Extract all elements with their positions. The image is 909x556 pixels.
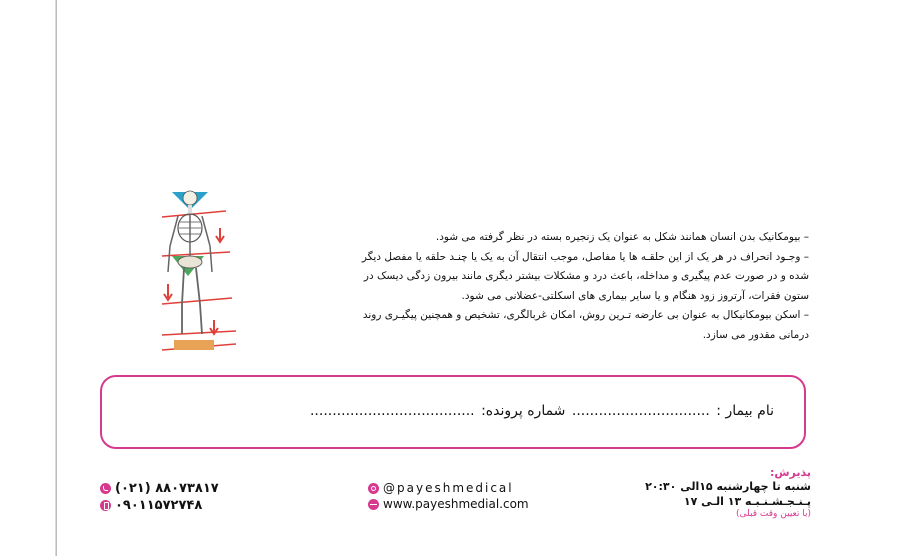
mobile-number[interactable]: ۰۹۰۱۱۵۷۲۷۴۸ (115, 498, 203, 513)
mobile-icon (100, 500, 111, 511)
website-link[interactable]: www.payeshmedial.com (383, 497, 529, 511)
patient-name-field[interactable]: ............................... (571, 403, 710, 419)
hours-weekdays: شنبه تا چهارشنبه ۱۵الی ۲۰:۳۰ (645, 480, 811, 493)
bullet-scan: – اسکن بیومکانیکال به عنوان بی عارضه تـرین روش، امکان غربالگری، تشخیص و همچنین پیگیـری روند درمانی مقدور می سازد. (362, 309, 809, 341)
instagram-icon (368, 483, 379, 494)
bullet-deviation: – وجـود انحراف در هر یک از این حلقـه ها یا مفاصل، موجب انتقال آن به یک یا چنـد حلقه یا مفصل دیگر شده و در صورت عدم پیگیری و مداخله، باعث درد و مشکلات بیشتر دیگری مانند بیرون زدگی دیسک در ستون فقرات، آرتروز زود هنگام و یا سایر بیماری های اسکلتی-عضلانی می شود. (361, 250, 809, 302)
phone-row[interactable] (100, 480, 240, 497)
phone-number[interactable]: (۰۲۱) ۸۸۰۷۳۸۱۷ (115, 481, 219, 496)
patient-name-label: نام بیمار : (716, 403, 774, 419)
body-text (339, 228, 809, 345)
instagram-row[interactable] (368, 480, 568, 496)
skeleton-illustration (160, 184, 240, 360)
bullet-biomechanics: – بیومکانیک بدن انسان همانند شکل به عنوان یک زنجیره بسته در نظر گرفته می شود. (435, 231, 809, 243)
patient-info-box (100, 375, 806, 449)
phone-icon (100, 483, 111, 494)
reception-title: پذیرش: (769, 466, 811, 479)
appointment-note: (با تعیین وقت قبلی) (736, 509, 811, 519)
file-number-label: شماره پرونده: (481, 403, 566, 419)
mobile-row[interactable] (100, 497, 240, 514)
online-contacts (368, 480, 568, 512)
reception-info (611, 466, 811, 519)
patient-info-line (308, 403, 774, 419)
page-margin-left (0, 0, 55, 556)
page-margin-right (853, 0, 909, 556)
hours-thursday: پـنـجـشـنـبـه ۱۳ الـی ۱۷ (683, 495, 811, 508)
instagram-handle[interactable]: @payeshmedical (383, 481, 514, 495)
web-icon (368, 499, 379, 510)
website-row[interactable] (368, 496, 568, 512)
phone-contacts (100, 480, 240, 514)
file-number-field[interactable]: ..................................... (309, 403, 475, 419)
